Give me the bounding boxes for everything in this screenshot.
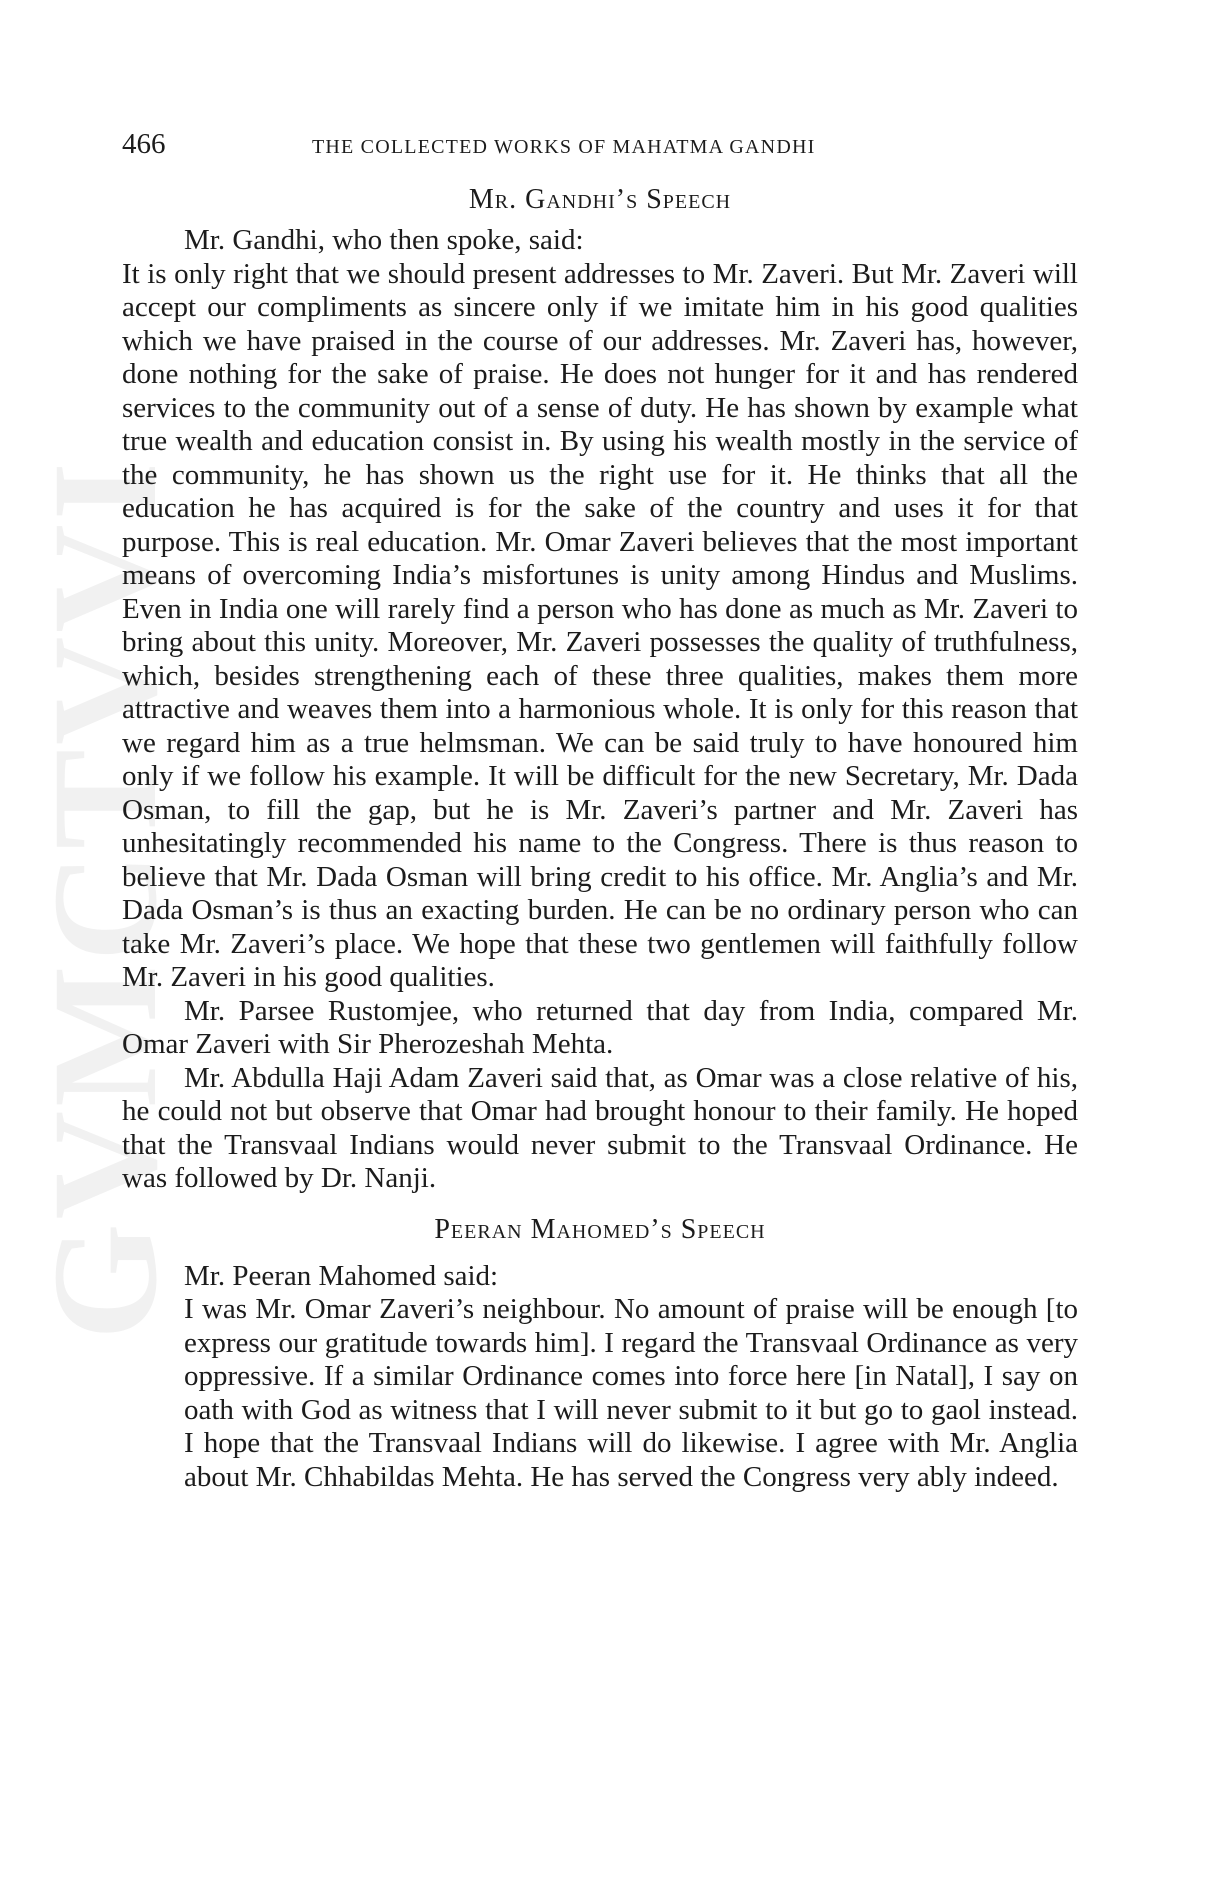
peeran-speech-block [122, 1293, 1078, 1494]
gandhi-intro: Mr. Gandhi, who then spoke, said: [184, 224, 584, 256]
section-heading-peeran: Peeran Mahomed’s Speech [434, 1213, 766, 1245]
page-body [122, 128, 1078, 1494]
peeran-speech: I was Mr. Omar Zaveri’s neighbour. No amount of praise will be enough [to express our gratitude towards him]. I regard the Transvaal Ordinance as very oppressive. If a similar Ordinance comes into force here [in Natal], I say on oath with God as witness that I will never submit to it but go to gaol instead. I hope that the Transvaal Indians will do likewise. I agree with Mr. Anglia about Mr. Chhabildas Mehta. He has served the Congress very ably indeed. [184, 1293, 1078, 1493]
peeran-intro: Mr. Peeran Mahomed said: [184, 1259, 499, 1292]
page-number: 466 [122, 128, 166, 160]
section-heading-gandhi: Mr. Gandhi’s Speech [468, 184, 732, 215]
collection-title: THE COLLECTED WORKS OF MAHATMA GANDHI [312, 136, 816, 158]
gandhi-speech: It is only right that we should present addresses to Mr. Zaveri. But Mr. Zaveri will accept our compliments as sincere only if we imitate him in his good qualities which we have praised in the course of our addresses. Mr. Zaveri has, however, done nothing for the sake of praise. He does not hunger for it and has rendered services to the community out of a sense of duty. He has shown by example what true wealth and education consist in. By using his wealth mostly in the service of the community, he has shown us the right use for it. He thinks that all the education he has acquired is for the sake of the country and uses it for that purpose. This is real education. Mr. Omar Zaveri believes that the most important means of overcoming India’s misfortunes is unity among Hindus and Muslims. Even in India one will rarely find a person who has done as much as Mr. Zaveri to bring about this unity. Moreover, Mr. Zaveri possesses the quality of truthfulness, which, besides strengthening each of these three qualities, makes them more attractive and weaves them into a harmonious whole. It is only for this reason that we regard him as a true helmsman. We can be said truly to have honoured him only if we follow his example. It will be difficult for the new Secretary, Mr. Dada Osman, to fill the gap, but he is Mr. Zaveri’s partner and Mr. Zaveri has unhesitatingly recommended his name to the Congress. There is thus reason to believe that Mr. Dada Osman will bring credit to his office. Mr. Anglia’s and Mr. Dada Osman’s is thus an exacting burden. He can be no ordinary person who can take Mr. Zaveri’s place. We hope that these two gentlemen will faithfully follow Mr. Zaveri in his good qualities. [122, 257, 1078, 993]
abdulla-paragraph: Mr. Abdulla Haji Adam Zaveri said that, as Omar was a close relative of his, he could not but observe that Omar had brought honour to their family. He hoped that the Transvaal Indians would never submit to the Transvaal Ordinance. He was followed by Dr. Nanji. [122, 1061, 1078, 1194]
watermark: GVMCTVVI [22, 458, 188, 1340]
running-head [122, 128, 1078, 168]
rustomjee-paragraph: Mr. Parsee Rustomjee, who returned that day from India, compared Mr. Omar Zaveri with Sir Pherozeshah Mehta. [122, 994, 1078, 1060]
